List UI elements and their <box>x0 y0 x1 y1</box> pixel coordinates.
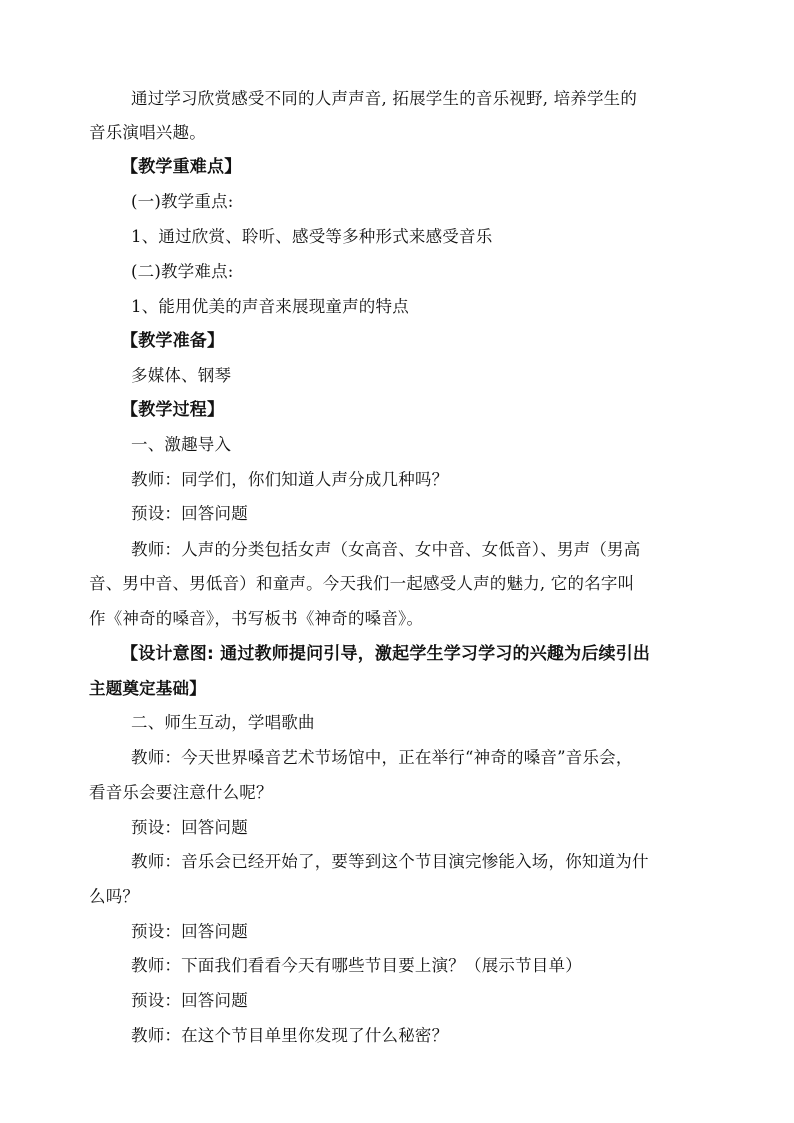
section-heading: 【教学准备】 <box>121 331 225 351</box>
paragraph-line: 教师：今天世界嗓音艺术节场馆中，正在举行“神奇的嗓音”音乐会， <box>131 748 633 767</box>
subheading: (一)教学重点: <box>131 192 234 211</box>
paragraph-line: 1、通过欣赏、聆听、感受等多种形式来感受音乐 <box>131 227 493 246</box>
paragraph-line: 1、能用优美的声音来展现童声的特点 <box>131 297 409 316</box>
paragraph-line: 音、男中音、男低音）和童声。今天我们一起感受人声的魅力, 它的名字叫 <box>89 574 635 593</box>
paragraph-line: 预设：回答问题 <box>131 991 248 1010</box>
paragraph-line: 预设：回答问题 <box>131 818 248 837</box>
paragraph-line: 教师：在这个节目单里你发现了什么秘密？ <box>131 1026 449 1045</box>
paragraph-line: 预设：回答问题 <box>131 504 248 523</box>
paragraph-line: 教师：同学们，你们知道人声分成几种吗？ <box>131 470 449 489</box>
paragraph-line: 教师：音乐会已经开始了，要等到这个节目演完惨能入场，你知道为什 <box>131 852 649 871</box>
design-intent-note: 【设计意图: 通过教师提问引导，激起学生学习学习的兴趣为后续引出 <box>121 644 651 664</box>
paragraph-line: 看音乐会要注意什么呢？ <box>89 783 273 802</box>
section-heading: 【教学重难点】 <box>121 157 242 177</box>
paragraph-line: 多媒体、钢琴 <box>131 366 232 385</box>
paragraph-line: 音乐演唱兴趣。 <box>89 123 206 142</box>
paragraph-line: 作《神奇的嗓音》，书写板书《神奇的嗓音》。 <box>89 609 424 628</box>
paragraph-line: 预设：回答问题 <box>131 922 248 941</box>
paragraph-line: 教师：人声的分类包括女声（女高音、女中音、女低音）、男声（男高 <box>131 540 641 559</box>
section-heading: 【教学过程】 <box>121 400 225 420</box>
subheading: (二)教学难点: <box>131 262 234 281</box>
subheading: 二、师生互动，学唱歌曲 <box>131 713 315 732</box>
design-intent-note: 主题奠定基础】 <box>89 679 206 698</box>
paragraph-line: 教师：下面我们看看今天有哪些节目要上演？（展示节目单） <box>131 956 582 975</box>
paragraph-line: 通过学习欣赏感受不同的人声声音, 拓展学生的音乐视野, 培养学生的 <box>131 89 638 108</box>
paragraph-line: 么吗？ <box>89 887 140 906</box>
subheading: 一、激趣导入 <box>131 435 232 454</box>
